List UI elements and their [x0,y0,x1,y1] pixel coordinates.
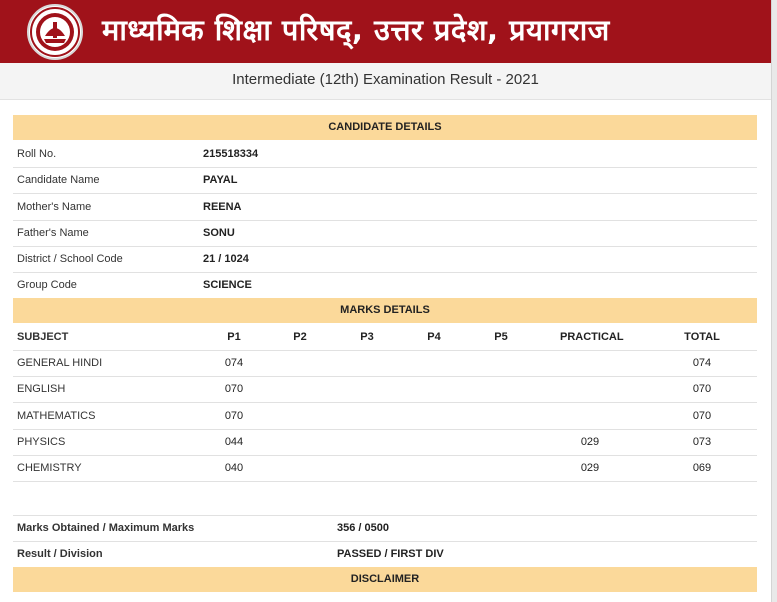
district-school-code-value: 21 / 1024 [203,253,249,265]
table-row [13,350,757,377]
p1-cell: 044 [224,436,244,448]
marks-obtained-label: Marks Obtained / Maximum Marks [17,522,195,534]
roll-number-row [13,141,757,168]
site-header [0,0,771,63]
col-p3-header: P3 [360,331,374,343]
table-row [13,403,757,430]
p1-cell: 070 [224,383,244,395]
father-name-row [13,220,757,247]
board-name: माध्यमिक शिक्षा परिषद्, उत्तर प्रदेश, प्रयागराज [102,13,610,47]
mother-name-label: Mother's Name [17,201,92,213]
roll-number-value: 215518334 [203,148,259,160]
exam-title: Intermediate (12th) Examination Result - 2021 [0,63,771,100]
col-p4-header: P4 [427,331,441,343]
subject-cell: GENERAL HINDI [17,357,103,369]
result-division-label: Result / Division [17,548,103,560]
col-p1-header: P1 [227,331,241,343]
candidate-details-heading: CANDIDATE DETAILS [13,115,757,140]
candidate-name-label: Candidate Name [17,174,100,186]
p1-cell: 040 [224,462,244,474]
col-total-header: TOTAL [684,331,720,343]
subject-cell: ENGLISH [17,383,66,395]
p1-cell: 074 [224,357,244,369]
marks-table-header [13,324,757,351]
total-cell: 073 [692,436,712,448]
result-division-value: PASSED / FIRST DIV [337,548,444,560]
spacer-row [13,489,757,516]
mother-name-value: REENA [203,201,242,213]
total-cell: 069 [692,462,712,474]
vertical-scrollbar[interactable] [771,0,777,602]
mother-name-row [13,194,757,221]
practical-cell: 029 [580,462,600,474]
up-emblem-logo [27,4,83,60]
father-name-label: Father's Name [17,227,89,239]
subject-cell: CHEMISTRY [17,462,82,474]
table-row [13,376,757,403]
marks-details-heading: MARKS DETAILS [13,298,757,323]
total-cell: 074 [692,357,712,369]
father-name-value: SONU [203,227,235,239]
group-code-value: SCIENCE [203,279,252,291]
p1-cell: 070 [224,410,244,422]
practical-cell: 029 [580,436,600,448]
candidate-name-row [13,167,757,194]
table-row [13,429,757,456]
district-school-code-label: District / School Code [17,253,123,265]
marks-obtained-row [13,515,757,542]
marks-obtained-value: 356 / 0500 [337,522,389,534]
total-cell: 070 [692,410,712,422]
col-p5-header: P5 [494,331,508,343]
col-p2-header: P2 [293,331,307,343]
col-subject-header: SUBJECT [17,331,69,343]
subject-cell: PHYSICS [17,436,66,448]
table-row [13,455,757,482]
disclaimer-heading: DISCLAIMER [13,567,757,592]
roll-number-label: Roll No. [17,148,57,160]
result-division-row [13,541,757,568]
district-school-code-row [13,246,757,273]
total-cell: 070 [692,383,712,395]
group-code-label: Group Code [17,279,77,291]
subject-cell: MATHEMATICS [17,410,96,422]
group-code-row [13,272,757,299]
candidate-name-value: PAYAL [203,174,238,186]
col-practical-header: PRACTICAL [560,331,624,343]
